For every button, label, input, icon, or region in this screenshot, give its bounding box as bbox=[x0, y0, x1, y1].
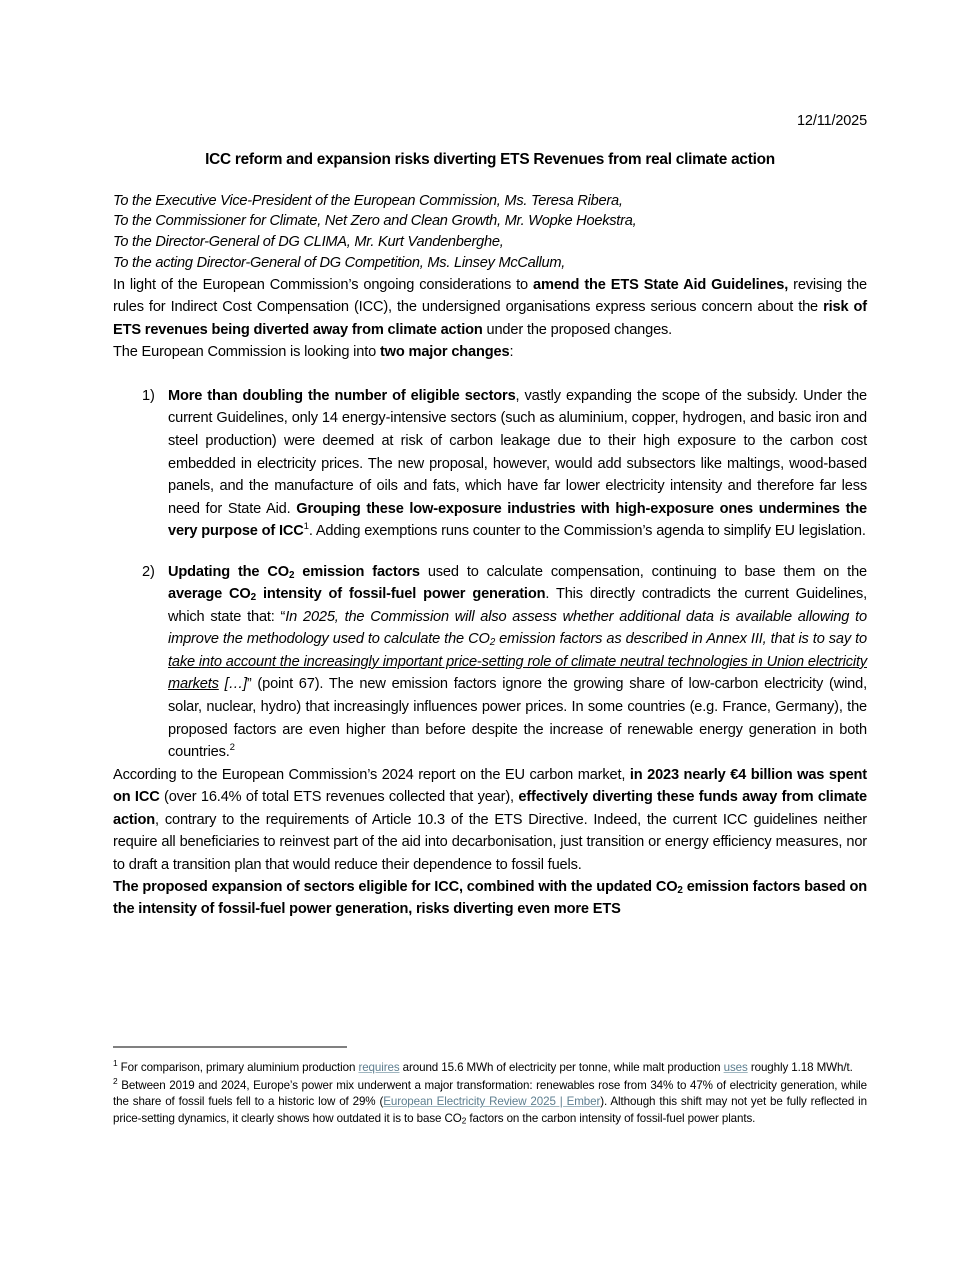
co2-subscript: 2 bbox=[288, 569, 295, 581]
list-item bbox=[113, 561, 867, 764]
footnote1-link-uses[interactable]: uses bbox=[723, 1061, 748, 1074]
item2-text-a: used to calculate compensation, continuing to base them on the bbox=[419, 563, 867, 580]
item2-bold-b-text: average CO bbox=[168, 586, 251, 603]
footnote2-text-2: ). Although this shift may not yet be fully reflected in price-setting dynamics, it clearly shows how outdated it is to base CO bbox=[113, 1095, 868, 1125]
footnote1-link-requires[interactable]: requires bbox=[358, 1061, 400, 1074]
list-marker: 1) bbox=[142, 387, 155, 404]
footnote-number: 2 bbox=[113, 1075, 118, 1086]
according-paragraph bbox=[113, 764, 867, 876]
changes-list bbox=[113, 385, 867, 764]
changes-text-2: : bbox=[509, 344, 514, 361]
intro-text-3: under the proposed changes. bbox=[482, 321, 673, 338]
intro-text-2: revising the rules for Indirect Cost Compensation (ICC), the undersigned organisations express serious concern about the bbox=[113, 277, 867, 316]
intro-bold-2: risk of ETS revenues being diverted away from climate action bbox=[113, 299, 867, 338]
intro-text-1: In light of the European Commission’s ongoing considerations to bbox=[113, 277, 534, 294]
according-text-2: (over 16.4% of total ETS revenues collected that year), bbox=[159, 789, 519, 806]
footnotes-section bbox=[113, 1046, 867, 1127]
two-major-changes-paragraph bbox=[113, 341, 867, 363]
document-body bbox=[113, 0, 867, 921]
item2-bold-b bbox=[168, 586, 545, 602]
intro-paragraph bbox=[113, 274, 867, 341]
closing-text-1: The proposed expansion of sectors eligible for ICC, combined with the updated CO bbox=[113, 878, 678, 895]
closing-text-2: emission factors based on the intensity of fossil-fuel power generation, risks diverting even more ETS bbox=[113, 878, 867, 918]
list-item bbox=[113, 385, 867, 543]
item1-text-2: . Adding exemptions runs counter to the Commission’s agenda to simplify EU legislation. bbox=[308, 523, 866, 540]
intro-bold-1: amend the ETS State Aid Guidelines, bbox=[533, 277, 789, 294]
item2-bold-a-end: emission factors bbox=[294, 563, 420, 580]
item1-text-1: , vastly expanding the scope of the subsidy. Under the current Guidelines, only 14 energy-intensive sectors (such as aluminium, copper, hydrogen, and basic iron and steel production) were deemed at risk of carbon leakage due to their high exposure to the carbon cost embedded in electricity prices. The new proposal, however, would add subsectors like maltings, wood-based panels, and the manufacture of oils and fats, which have far lower electricity intensity and therefore far less need for State Aid. bbox=[168, 387, 867, 517]
addressee-block bbox=[113, 191, 867, 274]
co2-subscript: 2 bbox=[677, 885, 683, 897]
page-title: ICC reform and expansion risks diverting ETS Revenues from real climate action bbox=[205, 150, 775, 168]
item1-bold-2: Grouping these low-exposure industries with high-exposure ones undermines the very purpose of ICC bbox=[168, 500, 867, 540]
item2-text-b: . This directly contradicts the current Guidelines, which state that: “ bbox=[168, 586, 867, 625]
footnote1-text-3: roughly 1.18 MWh/t. bbox=[747, 1061, 853, 1074]
footnote1-text-1: For comparison, primary aluminium production bbox=[117, 1061, 359, 1074]
item2-text-c: ” (point 67). The new emission factors ignore the growing share of low-carbon electricity (wind, solar, nuclear, hydro) that increasingly influences power prices. In some countries (e.g. France, Germany), the proposed factors are even higher than before despite the increase of renewable energy generation in both countries. bbox=[168, 676, 867, 761]
quote-part-2: emission factors as described in Annex III, that is to say to bbox=[495, 631, 867, 648]
footnote-ref-1: 1 bbox=[303, 521, 309, 533]
co2-subscript: 2 bbox=[461, 1115, 467, 1126]
changes-bold-1: two major changes bbox=[379, 344, 510, 361]
according-bold-1: in 2023 nearly €4 billion was spent on ICC bbox=[113, 766, 867, 806]
item1-bold-1: More than doubling the number of eligible sectors bbox=[168, 387, 516, 404]
addressee-line: To the Executive Vice-President of the European Commission, Ms. Teresa Ribera, bbox=[113, 192, 623, 209]
addressee-line: To the acting Director-General of DG Competition, Ms. Linsey McCallum, bbox=[113, 255, 566, 272]
according-text-1: According to the European Commission’s 2024 report on the EU carbon market, bbox=[113, 766, 630, 783]
addressee-line: To the Commissioner for Climate, Net Zero and Clean Growth, Mr. Wopke Hoekstra, bbox=[113, 213, 637, 230]
item2-bold-a bbox=[168, 564, 420, 580]
footnote2-text-3: factors on the carbon intensity of fossil-fuel power plants. bbox=[466, 1111, 756, 1125]
co2-subscript: 2 bbox=[250, 592, 256, 604]
footnote2-text-1: Between 2019 and 2024, Europe’s power mix underwent a major transformation: renewables rose from 34% to 47% of electricity generation, while the share of fossil fuels fell to a historic low of 29% ( bbox=[113, 1078, 867, 1109]
according-text-3: , contrary to the requirements of Article 10.3 of the ETS Directive. Indeed, the current ICC guidelines neither require all beneficiaries to reinvest part of the aid into decarbonisation, just transition or energy efficiency measures, nor to draft a transition plan that would reduce their dependence to fossil fuels. bbox=[113, 811, 867, 873]
footnote1-text-2: around 15.6 MWh of electricity per tonne, while malt production bbox=[399, 1061, 724, 1074]
list-marker: 2) bbox=[142, 563, 155, 580]
quote-part-1: In 2025, the Commission will also assess whether additional data is available allowing to improve the methodology used to calculate the CO bbox=[168, 608, 867, 648]
footnote-separator bbox=[113, 1046, 347, 1048]
according-bold-2: effectively diverting these funds away from climate action bbox=[113, 789, 867, 828]
footnote-ref-2: 2 bbox=[229, 742, 235, 754]
footnote2-link-ember[interactable]: European Electricity Review 2025 | Ember bbox=[383, 1095, 601, 1109]
changes-text-1: The European Commission is looking into bbox=[113, 344, 380, 361]
document-date: 12/11/2025 bbox=[797, 113, 867, 129]
item2-bold-b-end: intensity of fossil-fuel power generation bbox=[255, 586, 546, 603]
footnote-number: 1 bbox=[113, 1058, 118, 1069]
closing-paragraph bbox=[113, 876, 867, 921]
quote-underlined-text: take into account the increasingly important price-setting role of climate neutral technologies in Union electricity markets bbox=[168, 653, 867, 693]
quote-part-3: […] bbox=[218, 676, 247, 693]
footnote-1 bbox=[113, 1060, 867, 1077]
addressee-line: To the Director-General of DG CLIMA, Mr. Kurt Vandenberghe, bbox=[113, 234, 504, 251]
item2-bold-a-text: Updating the CO bbox=[168, 563, 289, 580]
co2-subscript: 2 bbox=[489, 637, 496, 649]
footnote-2 bbox=[113, 1075, 868, 1128]
